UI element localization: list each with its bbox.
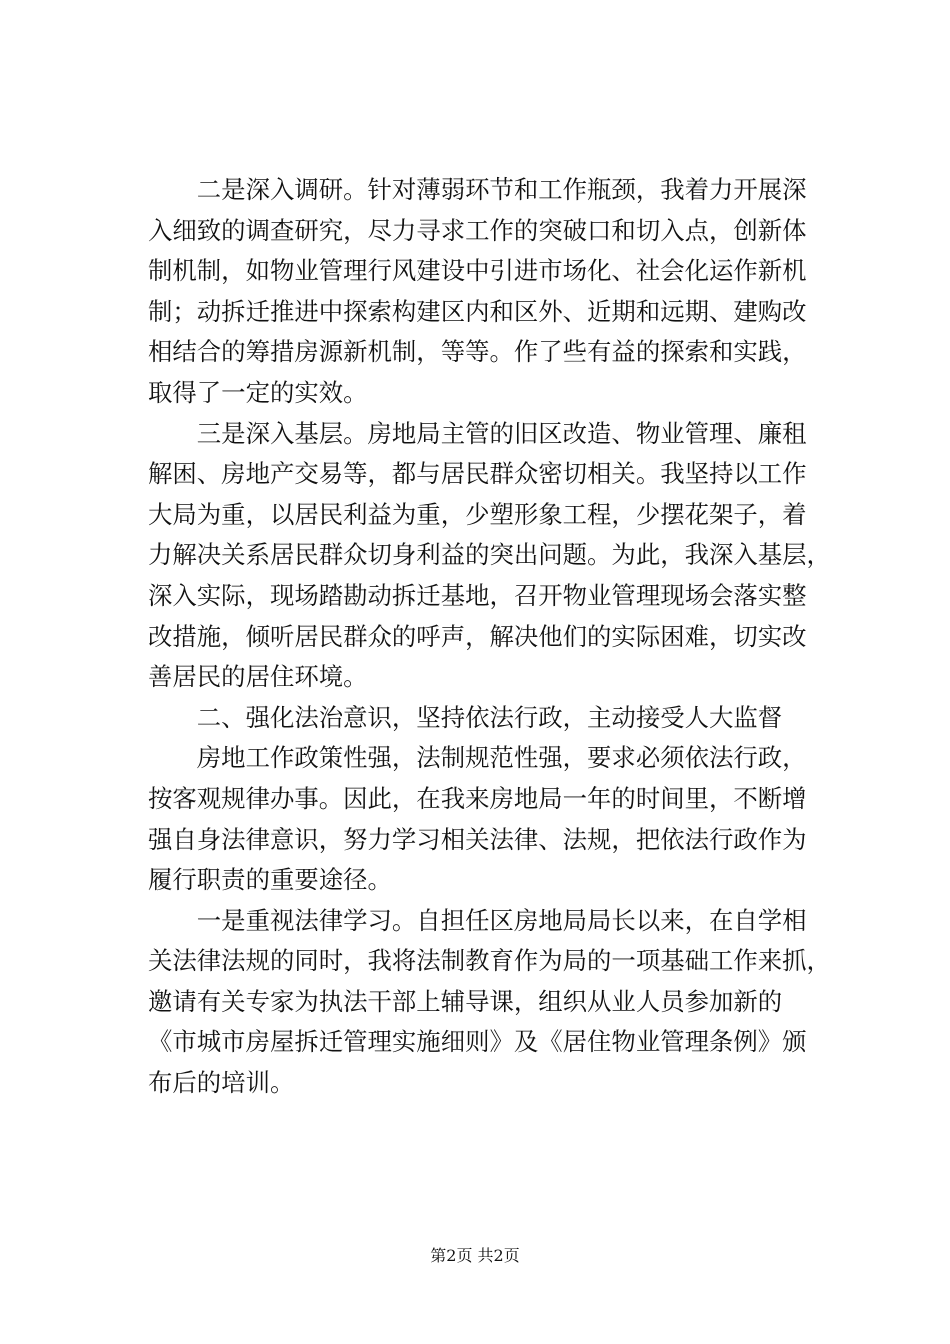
text-line: 按客观规律办事。因此，在我来房地局一年的时间里，不断增 [148,783,807,813]
document-body [148,170,831,1104]
text-line: 入细致的调查研究，尽力寻求工作的突破口和切入点，创新体 [148,215,807,245]
text-line: 一是重视法律学习。自担任区房地局局长以来，在自学相 [148,905,807,935]
text-line: 取得了一定的实效。 [148,377,368,407]
text-line: 力解决关系居民群众切身利益的突出问题。为此，我深入基层， [148,540,831,570]
text-line: 制；动拆迁推进中探索构建区内和区外、近期和远期、建购改 [148,296,807,326]
text-line: 履行职责的重要途径。 [148,865,392,895]
text-line: 关法律法规的同时，我将法制教育作为局的一项基础工作来抓， [148,946,831,976]
text-line: 邀请有关专家为执法干部上辅导课，组织从业人员参加新的 [148,986,783,1016]
text-line: 相结合的筹措房源新机制，等等。作了些有益的探索和实践， [148,337,807,367]
text-line: 二是深入调研。针对薄弱环节和工作瓶颈，我着力开展深 [148,175,807,204]
text-line: 强自身法律意识，努力学习相关法律、法规，把依法行政作为 [148,824,807,854]
page-number-footer: 第2页 共2页 [430,1246,520,1265]
text-line: 解困、房地产交易等，都与居民群众密切相关。我坚持以工作 [148,459,807,489]
section-heading: 二、强化法治意识，坚持依法行政，主动接受人大监督 [148,702,783,732]
text-line: 布后的培训。 [148,1068,295,1098]
text-line: 房地工作政策性强，法制规范性强，要求必须依法行政， [148,743,807,773]
text-line: 制机制，如物业管理行风建设中引进市场化、社会化运作新机 [148,256,807,286]
text-line: 善居民的居住环境。 [148,662,368,692]
text-line: 《市城市房屋拆迁管理实施细则》及《居住物业管理条例》颁 [148,1027,807,1057]
text-line: 改措施，倾听居民群众的呼声，解决他们的实际困难，切实改 [148,621,807,651]
text-line: 三是深入基层。房地局主管的旧区改造、物业管理、廉租 [148,418,807,448]
text-line: 深入实际，现场踏勘动拆迁基地，召开物业管理现场会落实整 [148,580,807,610]
text-line: 大局为重，以居民利益为重，少塑形象工程，少摆花架子，着 [148,499,807,529]
